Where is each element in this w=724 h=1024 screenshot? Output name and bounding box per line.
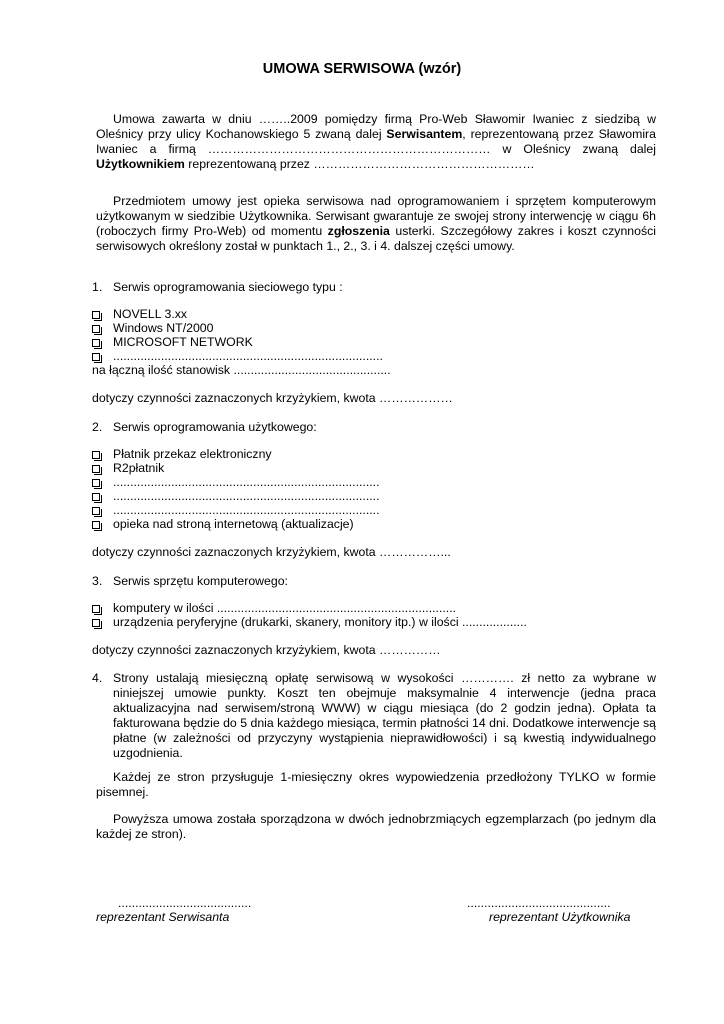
section-2-heading [92,420,317,435]
section-number: 2. [92,420,103,434]
checkbox-icon[interactable] [92,521,100,529]
checkbox-label: .............................................................................. [113,475,380,489]
subject-text-1: Przedmiotem umowy jest opieka serwisowa nad oprogramowaniem i sprzętem komputerowym użytkowanym w siedzibie Użytkownika. Serwisant gwarantuje ze swojej strony interwencję w ciągu 6h (roboczych firmy Pro-Web) od momentu [96,194,656,238]
checkbox-icon[interactable] [92,507,100,515]
section-3-cost-line: dotyczy czynności zaznaczonych krzyżykiem, kwota …………… [92,643,441,657]
checkbox-icon[interactable] [92,339,100,347]
section-1-heading [92,280,343,295]
intro-paragraph-parties [96,112,656,172]
termination-paragraph [96,770,656,800]
intro-text-2: , reprezentowaną przez Sławomira Iwaniec a firmą …………………………………………………………… w Oleśnicy zwaną dalej [96,127,656,156]
checkbox-label: urządzenia peryferyjne (drukarki, skanery, monitory itp.) w ilości ................... [113,615,527,629]
checkbox-icon[interactable] [92,493,100,501]
intro-paragraph-subject [96,194,656,254]
section-heading-text: Serwis sprzętu komputerowego: [113,574,288,588]
checkbox-label: .............................................................................. [113,503,380,517]
checkbox-label: MICROSOFT NETWORK [113,335,253,349]
checkbox-icon[interactable] [92,451,100,459]
copies-paragraph [96,812,656,842]
section-number: 1. [92,280,103,294]
term-zgloszenie: zgłoszenia [327,224,390,238]
term-serwisant: Serwisantem [386,127,463,141]
section-3-heading [92,574,288,589]
stations-count-line: na łączną ilość stanowisk .............................................. [92,363,391,377]
checkbox-label: komputery w ilości ...................................................................... [113,601,457,615]
intro-text-3: reprezentowaną przez ……………………………………………… [184,157,535,171]
section-number: 3. [92,574,103,588]
signature-caption-uzytkownik: reprezentant Użytkownika [489,910,631,924]
checkbox-label: Płatnik przekaz elektroniczny [113,447,272,461]
checkbox-icon[interactable] [92,311,100,319]
section-heading-text: Serwis oprogramowania sieciowego typu : [113,280,343,294]
section-4-number: 4. [92,671,103,685]
checkbox-label: NOVELL 3.xx [113,307,188,321]
checkbox-icon[interactable] [92,479,100,487]
copies-text: Powyższa umowa została sporządzona w dwóch jednobrzmiących egzemplarzach (po jednym dla każdej ze stron). [96,812,656,841]
signature-caption-serwisant: reprezentant Serwisanta [96,910,230,924]
signature-line-uzytkownik: .......................................... [467,896,611,910]
checkbox-label: .............................................................................. [113,489,380,503]
checkbox-label: R2płatnik [113,461,165,475]
section-heading-text: Serwis oprogramowania użytkowego: [113,420,317,434]
section-1-cost-line: dotyczy czynności zaznaczonych krzyżykiem, kwota ……………… [92,391,453,405]
document-title: UMOWA SERWISOWA (wzór) [262,61,462,77]
checkbox-icon[interactable] [92,465,100,473]
termination-text: Każdej ze stron przysługuje 1-miesięczny okres wypowiedzenia przedłożony TYLKO w formie pisemnej. [96,770,656,799]
signature-line-serwisant: ....................................... [118,896,252,910]
checkbox-label: ............................................................................... [113,349,383,363]
term-uzytkownik: Użytkownikiem [96,157,185,171]
subject-text-2: usterki. Szczegółowy zakres i koszt czynności serwisowych określony został w punktach 1., 2., 3. i 4. dalszej części umowy. [96,224,656,253]
intro-text-1: Umowa zawarta w dniu ……..2009 pomiędzy firmą Pro-Web Sławomir Iwaniec z siedzibą w Oleśnicy przy ulicy Kochanowskiego 5 zwaną dalej [96,112,656,141]
checkbox-label: opieka nad stroną internetową (aktualizacje) [113,517,354,531]
checkbox-icon[interactable] [92,325,100,333]
checkbox-icon[interactable] [92,619,100,627]
checkbox-icon[interactable] [92,353,100,361]
section-2-cost-line: dotyczy czynności zaznaczonych krzyżykiem, kwota ……………... [92,545,451,559]
section-4-paragraph: Strony ustalają miesięczną opłatę serwisową w wysokości …………. zł netto za wybrane w niniejszej umowie punkty. Koszt ten obejmuje maksymalnie 4 interwencje (jedna praca aktualizacyjna nad serwisem/stroną WWW) w ciągu miesiąca (do 2 godzin jedna). Opłata ta fakturowana będzie do 5 dnia każdego miesiąca, termin płatności 14 dni. Dodatkowe interwencje są płatne (w zależności od przyczyny wystąpienia nieprawidłowości) i są kwestią indywidualnego uzgodnienia. [113,671,656,760]
checkbox-label: Windows NT/2000 [113,321,214,335]
checkbox-icon[interactable] [92,605,100,613]
